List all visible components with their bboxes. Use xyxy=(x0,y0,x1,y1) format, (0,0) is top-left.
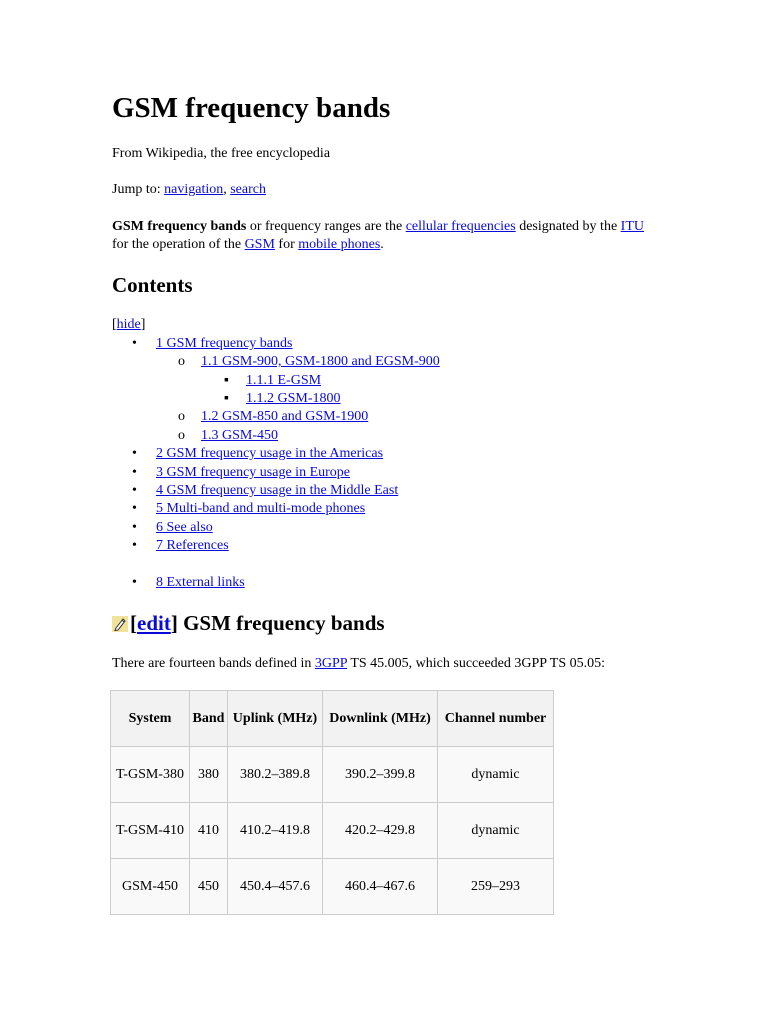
tagline: From Wikipedia, the free encyclopedia xyxy=(112,146,331,161)
cell-channel: dynamic xyxy=(438,747,554,803)
intro-text-1: or frequency ranges are the xyxy=(246,219,406,234)
toc-bullet xyxy=(132,519,137,537)
cell-uplink: 380.2–389.8 xyxy=(228,747,323,803)
toc-bullet xyxy=(178,353,185,371)
toc-bullet xyxy=(132,500,137,518)
section-heading xyxy=(112,611,385,636)
toc-item[interactable]: 7 References xyxy=(156,538,229,553)
toc-item[interactable]: 1 GSM frequency bands xyxy=(156,336,293,351)
toc-item[interactable]: 1.1.2 GSM-1800 xyxy=(246,391,341,406)
cell-downlink: 420.2–429.8 xyxy=(323,803,438,859)
toc-item[interactable]: 8 External links xyxy=(156,575,245,590)
jump-to-links xyxy=(112,182,266,198)
cell-band: 410 xyxy=(190,803,228,859)
intro-paragraph xyxy=(112,218,652,254)
bands-text-2: TS 45.005, which succeeded 3GPP TS 05.05: xyxy=(347,656,606,671)
toc-item[interactable]: 2 GSM frequency usage in the Americas xyxy=(156,446,384,461)
toc-bullet xyxy=(132,537,137,555)
toc-item[interactable]: 3 GSM frequency usage in Europe xyxy=(156,465,351,480)
jump-prefix: Jump to: xyxy=(112,182,165,197)
toc-bullet xyxy=(132,482,137,500)
cell-system: GSM-450 xyxy=(111,859,190,915)
cell-downlink: 390.2–399.8 xyxy=(323,747,438,803)
intro-bold-term: GSM frequency bands xyxy=(112,219,247,234)
cell-band: 450 xyxy=(190,859,228,915)
toc-item[interactable]: 6 See also xyxy=(156,520,213,535)
cell-band: 380 xyxy=(190,747,228,803)
toc-bullet xyxy=(132,574,137,592)
toc-bullet xyxy=(224,372,229,390)
cell-system: T-GSM-410 xyxy=(111,803,190,859)
table-row xyxy=(111,859,554,915)
cell-channel: 259–293 xyxy=(438,859,554,915)
toc-item[interactable]: 1.3 GSM-450 xyxy=(201,428,279,443)
cellular-frequencies-link[interactable]: cellular frequencies xyxy=(405,219,516,234)
pencil-icon[interactable] xyxy=(112,616,128,632)
toc-item[interactable]: 4 GSM frequency usage in the Middle East xyxy=(156,483,399,498)
header-system: System xyxy=(111,691,190,747)
toc-bullet xyxy=(178,408,185,426)
section-title: GSM frequency bands xyxy=(177,611,385,635)
toc-bullet xyxy=(132,464,137,482)
cell-uplink: 410.2–419.8 xyxy=(228,803,323,859)
bands-text-1: There are fourteen bands defined in xyxy=(112,656,315,671)
intro-text-3: for the operation of the xyxy=(112,237,245,252)
header-uplink: Uplink (MHz) xyxy=(228,691,323,747)
cell-downlink: 460.4–467.6 xyxy=(323,859,438,915)
bands-description xyxy=(112,656,605,672)
toc-bullet xyxy=(224,390,229,408)
table-row xyxy=(111,803,554,859)
jump-comma: , xyxy=(223,182,231,197)
cell-uplink: 450.4–457.6 xyxy=(228,859,323,915)
intro-text-4: for xyxy=(274,237,299,252)
toc-item[interactable]: 1.1 GSM-900, GSM-1800 and EGSM-900 xyxy=(201,354,440,369)
cell-system: T-GSM-380 xyxy=(111,747,190,803)
gsm-link[interactable]: GSM xyxy=(244,237,275,252)
navigation-link[interactable]: navigation xyxy=(164,182,224,197)
frequency-bands-table xyxy=(110,690,554,915)
intro-text-2: designated by the xyxy=(515,219,621,234)
hide-link[interactable]: hide xyxy=(116,317,141,332)
header-channel-number: Channel number xyxy=(438,691,554,747)
edit-bracket-close: ] xyxy=(170,611,178,635)
toc-bullet xyxy=(132,445,137,463)
mobile-phones-link[interactable]: mobile phones xyxy=(298,237,381,252)
page-title: GSM frequency bands xyxy=(112,92,391,124)
cell-channel: dynamic xyxy=(438,803,554,859)
table-header-row xyxy=(111,691,554,747)
toc-item[interactable]: 5 Multi-band and multi-mode phones xyxy=(156,501,366,516)
edit-bracket-open: [ xyxy=(130,611,137,635)
3gpp-link[interactable]: 3GPP xyxy=(314,656,348,671)
toc-item[interactable]: 1.1.1 E-GSM xyxy=(246,373,322,388)
itu-link[interactable]: ITU xyxy=(620,219,644,234)
hide-bracket-open: [ xyxy=(112,317,117,332)
table-row xyxy=(111,747,554,803)
contents-title: Contents xyxy=(112,273,193,297)
toc-bullet xyxy=(178,427,185,445)
toc-bullet xyxy=(132,335,137,353)
contents-hide-toggle xyxy=(112,317,145,333)
edit-link[interactable]: edit xyxy=(137,611,171,635)
header-band: Band xyxy=(190,691,228,747)
search-link[interactable]: search xyxy=(230,182,266,197)
intro-text-5: . xyxy=(380,237,384,252)
header-downlink: Downlink (MHz) xyxy=(323,691,438,747)
hide-bracket-close: ] xyxy=(140,317,146,332)
toc-item[interactable]: 1.2 GSM-850 and GSM-1900 xyxy=(201,409,369,424)
